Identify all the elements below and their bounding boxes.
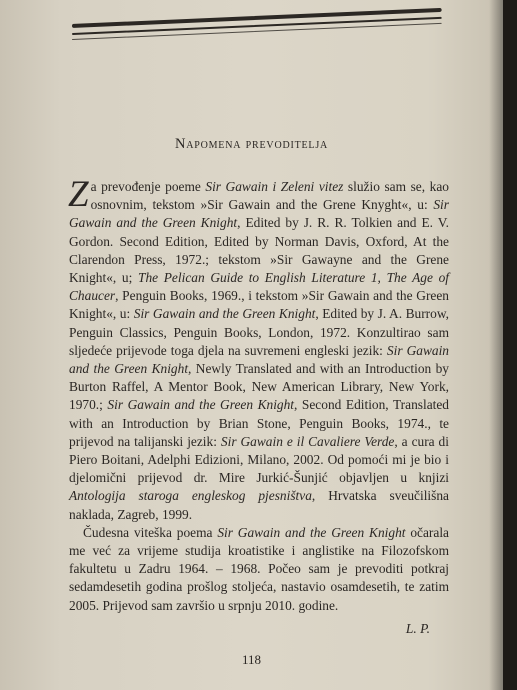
text-run: Čudesna viteška poema — [83, 524, 218, 540]
paragraph-sources — [68, 174, 449, 524]
drop-cap: Z — [68, 174, 89, 215]
text-run: , Edited by J. R. R. Tolkien and E. V. Gordon. Second Edition, Edited by Norman Davis, Oxford, At the Clarendon Press, 1972.; tekstom »Sir Gawayne and the Grene Knight«, u; — [69, 215, 449, 286]
italic-title-run: Sir Gawain and the Green Knight — [217, 524, 406, 540]
italic-title-run: Sir Gawain e il Cavaliere Verde — [220, 433, 395, 449]
signature-initials: L. P. — [405, 621, 430, 636]
section-title: Napomena prevoditelja — [174, 136, 329, 152]
text-run: a prevođenje poeme — [90, 179, 206, 194]
text-run: , Edited by J. A. Burrow, Penguin Classics, Penguin Books, London, 1972. Konzultirao sam sljedeće prijevode toga djela na suvremeni engleski jezik: — [69, 306, 449, 358]
italic-title-run: Sir Gawain i Zeleni vitez — [205, 179, 344, 194]
italic-title-run: Sir Gawain and the Green Knight — [107, 397, 295, 413]
italic-title-run: Sir Gawain and the Green Knight — [69, 342, 449, 377]
italic-title-run: The Pelican Guide to English Literature 1, The Age of Chaucer — [69, 270, 449, 304]
italic-title-run: Sir Gawain and the Green Knight — [133, 306, 316, 322]
text-run: , Second Edition, Translated with an Introduction by Brian Stone, Penguin Books, 1974., te prijevod na talijanski jezik: — [69, 397, 449, 449]
page-edge-shadow — [489, 0, 503, 690]
body-text — [68, 174, 450, 615]
text-run: služio sam se, kao osnovnim, tekstom »Sir Gawain and the Grene Knyght«, u: — [90, 179, 449, 213]
text-run: , Newly Translated and with an Introduction by Burton Raffel, A Mentor Book, New American Library, New York, 1970.; — [69, 361, 449, 413]
text-run: , a cura di Piero Boitani, Adelphi Edizioni, Milano, 2002. Od pomoći mi je bio i djelomični prijevod dr. Mire Jurkić-Šunjić objavljen u knjizi — [69, 433, 449, 486]
page-number: 118 — [241, 652, 262, 667]
italic-title-run: Sir Gawain and the Green Knight — [69, 197, 449, 231]
text-run: , Hrvatska sveučilišna naklada, Zagreb, 1999. — [69, 488, 449, 522]
paragraph-history — [69, 524, 449, 615]
italic-title-run: Antologija staroga engleskog pjesništva — [69, 488, 312, 504]
text-run: , Penguin Books, 1969., i tekstom »Sir Gawain and the Green Knight«, u: — [69, 288, 449, 322]
text-run: očarala me već za vrijeme studija kroatistike i anglistike na Filozofskom fakultetu u Zadru 1964. – 1968. Počeo sam je prevoditi potkraj sedamdesetih godina prošlog stoljeća, nastavio osamdesetih, te zatim 2005. Prijevod sam završio u srpnju 2010. godine. — [69, 524, 450, 613]
